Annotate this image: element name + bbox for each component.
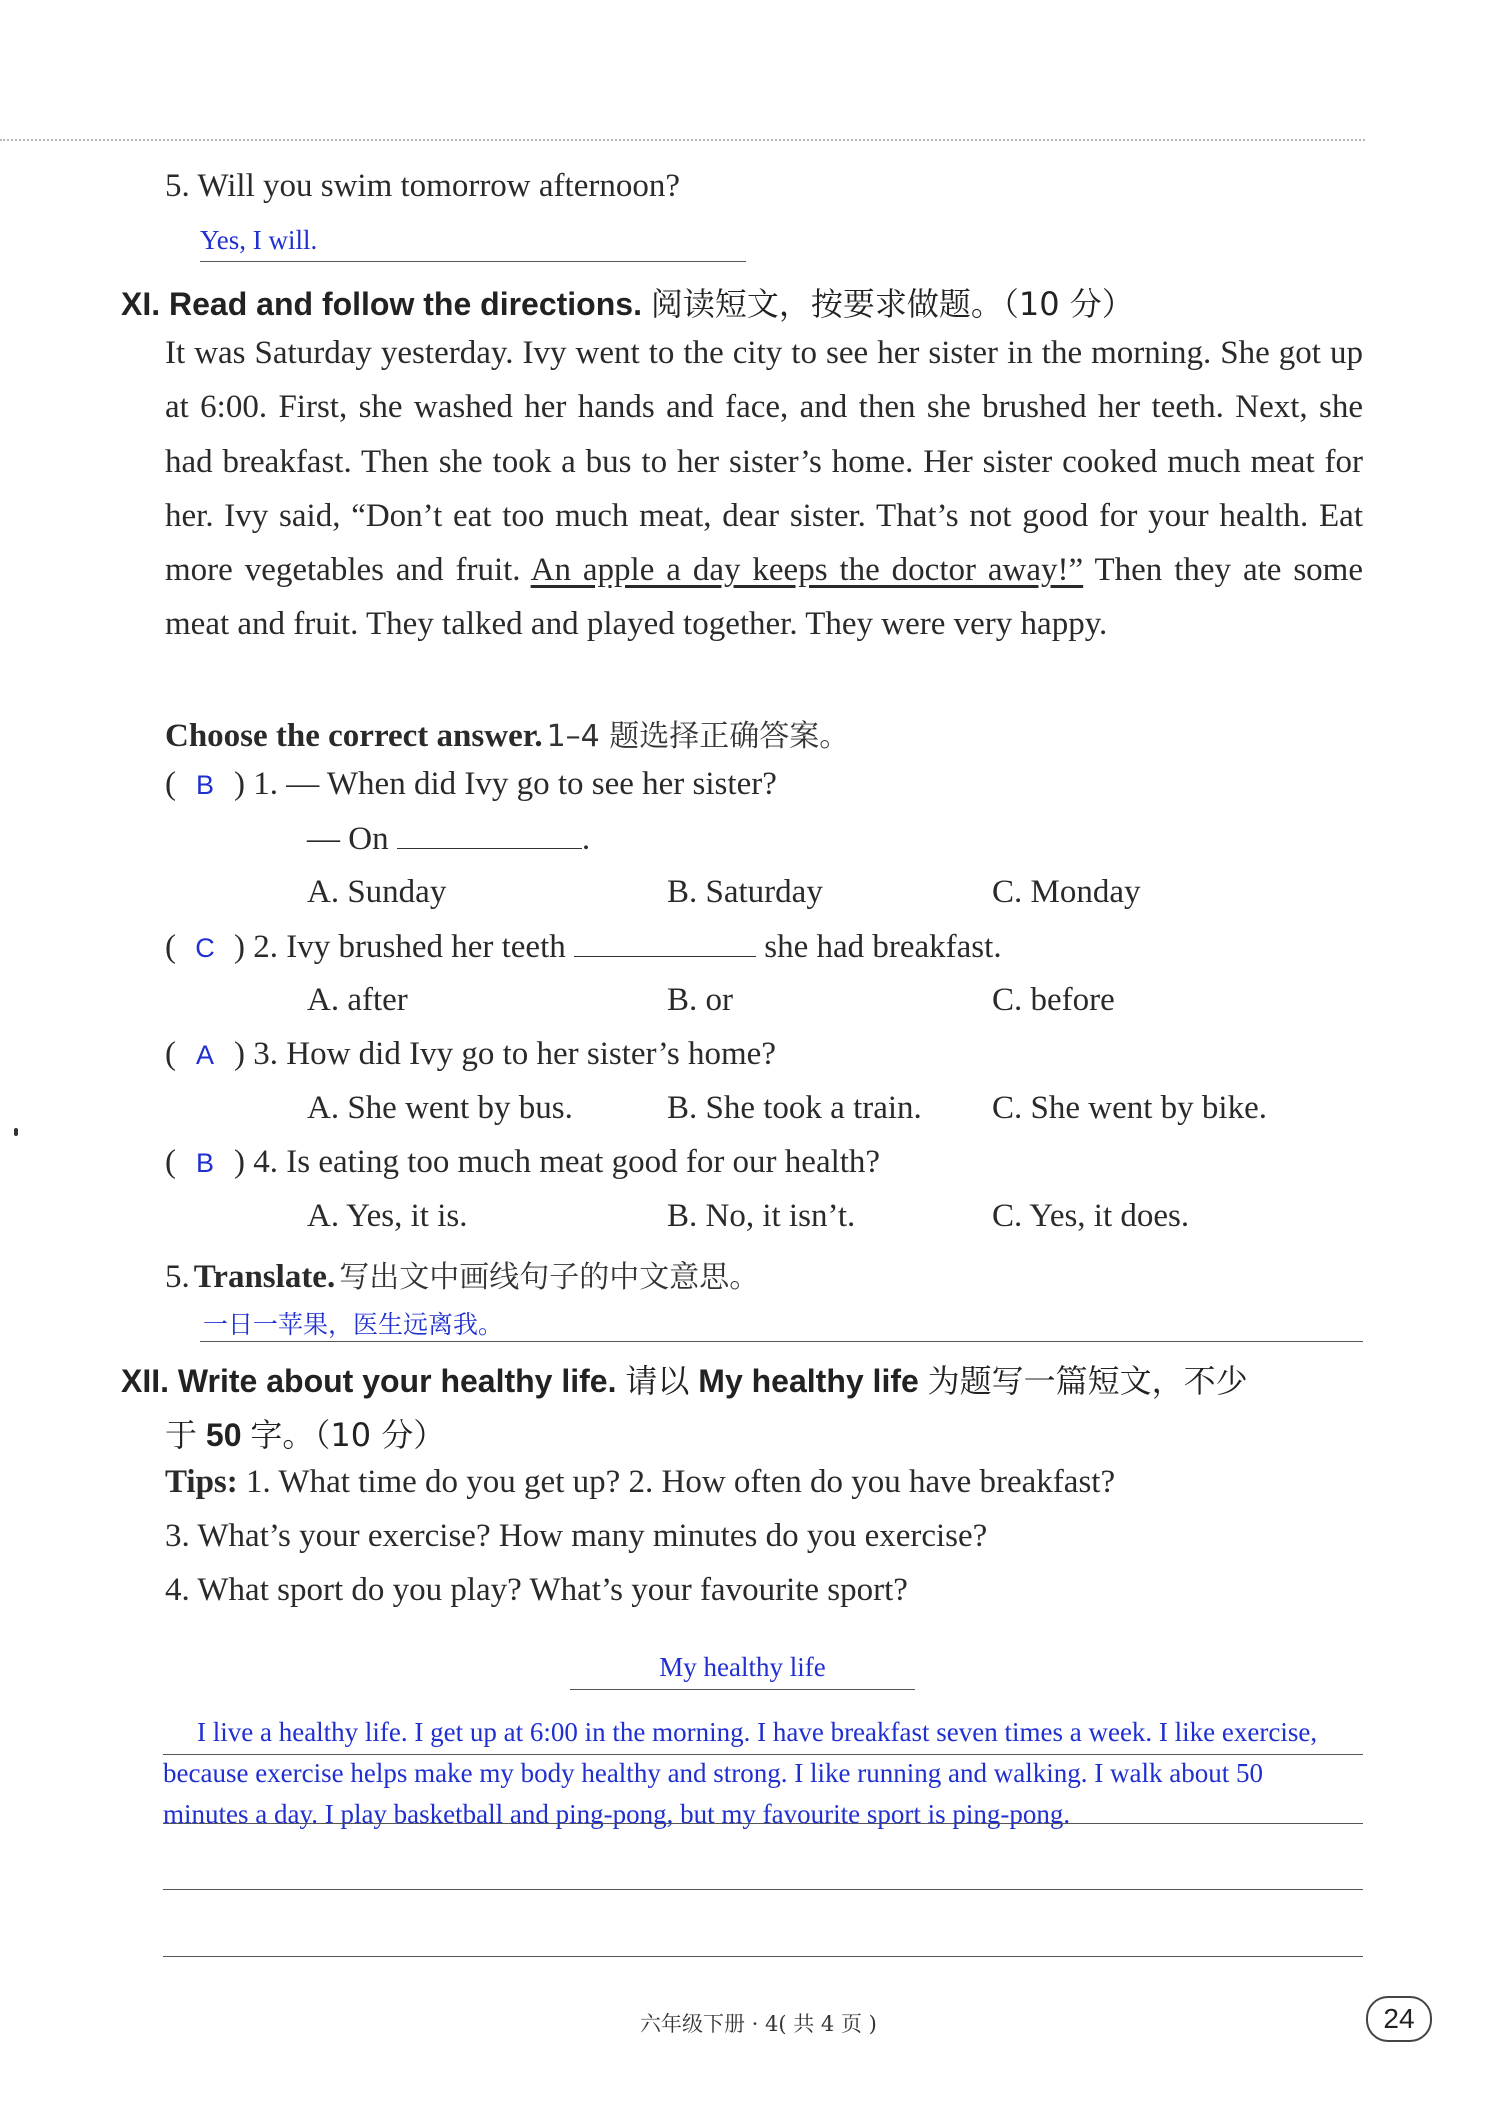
essay-line-1: I live a healthy life. I get up at 6:00 in the morning. I have breakfast seven times a week. I like exercise, — [197, 1717, 1318, 1747]
essay-line-2: because exercise helps make my body healthy and strong. I like running and walking. I walk about 50 — [163, 1758, 1263, 1788]
q4-option-a: A. Yes, it is. — [307, 1198, 468, 1234]
translate-label: Translate. — [193, 1259, 336, 1295]
question-2-text-b: she had breakfast. — [764, 929, 1002, 965]
question-4: ( B ) 4. Is eating too much meat good for our health? — [165, 1144, 881, 1180]
section-12-word-count: 50 — [205, 1417, 242, 1453]
q3-option-a: A. She went by bus. — [307, 1090, 573, 1126]
section-12-title-line2-a: 于 — [165, 1416, 198, 1454]
answer-line — [200, 261, 746, 262]
tips-label: Tips: — [165, 1464, 238, 1500]
question-1-sub: — On . — [307, 821, 591, 857]
question-3-text: 3. How did Ivy go to her sister’s home? — [253, 1036, 776, 1072]
paren-close: ) — [234, 766, 245, 802]
margin-mark — [14, 1128, 18, 1136]
passage-text-2: Then they ate some meat and fruit. They talked and played together. They were very happy. — [165, 552, 1363, 643]
translate-number: 5. — [165, 1259, 190, 1295]
answer-1: B — [195, 770, 214, 800]
top-dotted-rule — [0, 139, 1365, 141]
tips-line-2: 3. What’s your exercise? How many minutes do you exercise? — [165, 1518, 988, 1554]
q2-option-c: C. before — [992, 982, 1115, 1018]
question-1-sub-text: — On — [307, 821, 389, 857]
translate-cn: 写出文中画线句子的中文意思。 — [339, 1260, 760, 1295]
section-12-title-cn-b: 为题写一篇短文，不少 — [927, 1362, 1248, 1400]
footer-text: 六年级下册 · 4( 共 4 页 ) — [640, 2012, 877, 2036]
choose-cn: 1–4 题选择正确答案。 — [546, 719, 850, 754]
section-12-title — [121, 1356, 1248, 1402]
prev-answer-5: Yes, I will. — [200, 225, 318, 255]
tips-line-3: 4. What sport do you play? What’s your favourite sport? — [165, 1572, 908, 1608]
answer-3: A — [195, 1040, 214, 1070]
section-11-title — [121, 279, 1134, 325]
question-2-text-a: 2. Ivy brushed her teeth — [253, 929, 566, 965]
question-1-text: 1. — When did Ivy go to see her sister? — [253, 766, 777, 802]
section-12-title-bold: My healthy life — [698, 1363, 919, 1399]
translate-instruction — [165, 1252, 759, 1296]
passage-underlined-sentence: An apple a day keeps the doctor away!” — [530, 552, 1084, 589]
paren-open: ( — [165, 766, 176, 802]
section-12-title-line2 — [165, 1410, 445, 1456]
q3-option-b: B. She took a train. — [667, 1090, 922, 1126]
essay-title-line — [570, 1689, 915, 1690]
answer-2: C — [195, 933, 215, 963]
q1-option-b: B. Saturday — [667, 874, 823, 910]
q3-option-c: C. She went by bike. — [992, 1090, 1267, 1126]
question-1 — [165, 766, 777, 803]
passage-text-1: It was Saturday yesterday. Ivy went to the city to see her sister in the morning. She got up at 6:00. First, she washed her hands and face, and then she brushed her teeth. Next, she had breakfast. Then she took a bus to her sister’s home. Her sister cooked much meat for her. Ivy said, “Don’t eat too much meat, dear sister. That’s not good for your health. Eat more vegetables and fruit. — [165, 335, 1363, 589]
blank-1 — [397, 820, 582, 849]
q2-option-a: A. after — [307, 982, 408, 1018]
section-12-title-cn-a: 请以 — [625, 1362, 690, 1400]
section-12-title-en: XII. Write about your healthy life. — [121, 1363, 617, 1399]
translate-answer: 一日一苹果，医生远离我。 — [203, 1310, 504, 1339]
answer-4: B — [195, 1148, 214, 1178]
choose-label: Choose the correct answer. — [165, 718, 543, 754]
question-3: ( A ) 3. How did Ivy go to her sister’s home? — [165, 1036, 776, 1072]
reading-passage — [165, 326, 1363, 652]
question-4-text: 4. Is eating too much meat good for our health? — [253, 1144, 881, 1180]
question-2: ( C ) 2. Ivy brushed her teeth she had breakfast. — [165, 929, 1002, 965]
section-11-title-cn: 阅读短文，按要求做题。（10 分） — [650, 285, 1134, 323]
writing-line-4 — [163, 1956, 1363, 1957]
translate-answer-line — [200, 1341, 1363, 1342]
section-12-title-line2-b: 字。（10 分） — [250, 1416, 446, 1454]
q1-option-a: A. Sunday — [307, 874, 447, 910]
writing-line-1 — [163, 1754, 1363, 1755]
writing-line-3 — [163, 1889, 1363, 1890]
choose-instruction — [165, 711, 849, 755]
essay-line-3: minutes a day. I play basketball and ping-pong, but my favourite sport is ping-pong. — [163, 1799, 1071, 1829]
section-11-title-en: XI. Read and follow the directions. — [121, 286, 642, 322]
tips-line-1 — [165, 1464, 1115, 1501]
q4-option-b: B. No, it isn’t. — [667, 1198, 856, 1234]
q1-option-c: C. Monday — [992, 874, 1141, 910]
q2-option-b: B. or — [667, 982, 733, 1018]
tips-text-1: 1. What time do you get up? 2. How often do you have breakfast? — [246, 1464, 1116, 1500]
page-number: 24 — [1366, 1996, 1432, 2042]
essay-title: My healthy life — [659, 1652, 826, 1682]
q4-option-c: C. Yes, it does. — [992, 1198, 1190, 1234]
blank-2 — [574, 928, 756, 957]
prev-question-5: 5. Will you swim tomorrow afternoon? — [165, 168, 680, 204]
writing-line-2 — [163, 1823, 1363, 1824]
